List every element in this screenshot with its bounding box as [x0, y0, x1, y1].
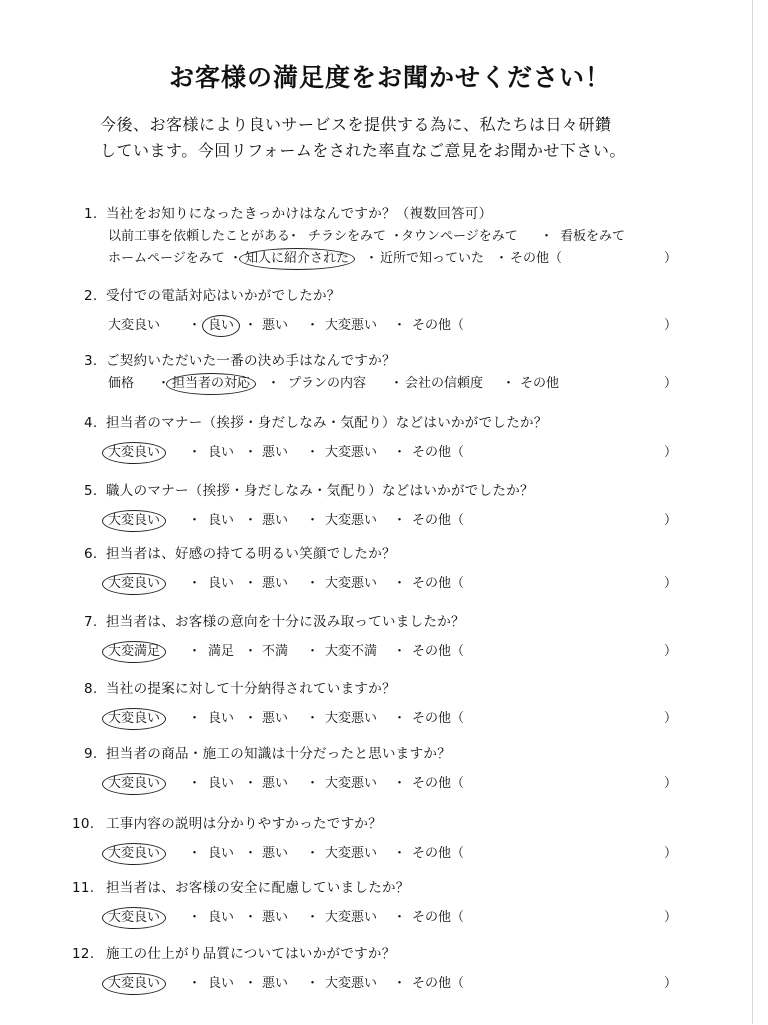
option-separator: ・	[393, 776, 407, 791]
answer-option[interactable]: 大変悪い	[325, 910, 378, 925]
option-separator: ・	[244, 846, 258, 861]
question-number: 6.	[84, 546, 98, 562]
option-separator: ・	[306, 576, 320, 591]
option-separator: ・	[390, 229, 404, 244]
answer-option[interactable]: 悪い	[262, 976, 289, 991]
option-separator: ・	[244, 445, 258, 460]
answer-option[interactable]: ホームページをみて	[108, 251, 225, 266]
option-separator: ・	[306, 910, 320, 925]
option-separator: ・	[188, 644, 202, 659]
option-separator: ・	[244, 576, 258, 591]
option-separator: ・	[393, 910, 407, 925]
close-paren: ）	[664, 910, 678, 925]
option-separator: ・	[306, 976, 320, 991]
answer-option-selected[interactable]: 大変良い	[102, 773, 166, 795]
question-label: 担当者のマナー（挨拶・身だしなみ・気配り）などはいかがでしたか？	[106, 415, 548, 431]
answer-options	[0, 844, 752, 866]
option-separator: ・	[244, 513, 258, 528]
answer-option[interactable]: 良い	[208, 910, 235, 925]
question-label: 担当者は、好感の持てる明るい笑顔でしたか？	[106, 546, 396, 562]
answer-option[interactable]: 大変悪い	[325, 576, 378, 591]
answer-option[interactable]: その他（	[412, 576, 465, 591]
option-separator: ・	[393, 318, 407, 333]
option-separator: ・	[244, 976, 258, 991]
option-separator: ・	[188, 445, 202, 460]
option-separator: ・	[229, 251, 243, 266]
answer-option-selected[interactable]: 大変良い	[102, 907, 166, 929]
answer-option[interactable]: 大変悪い	[325, 513, 378, 528]
option-separator: ・	[188, 711, 202, 726]
option-separator: ・	[244, 318, 258, 333]
option-separator: ・	[188, 576, 202, 591]
question-text	[72, 815, 382, 833]
answer-option[interactable]: その他（	[412, 776, 465, 791]
option-separator: ・	[244, 776, 258, 791]
answer-option[interactable]: 良い	[208, 445, 235, 460]
question-12	[0, 945, 752, 1025]
option-separator: ・	[306, 776, 320, 791]
answer-option[interactable]: 大変不満	[325, 644, 378, 659]
option-separator: ・	[390, 376, 404, 391]
answer-option[interactable]: 不満	[262, 644, 289, 659]
option-separator: ・	[244, 644, 258, 659]
question-9	[0, 745, 752, 825]
question-label: ご契約いただいた一番の決め手はなんですか？	[106, 353, 396, 369]
question-label: 受付での電話対応はいかがでしたか？	[106, 288, 341, 304]
question-number: 5.	[84, 483, 98, 499]
question-label: 担当者は、お客様の安全に配慮していましたか？	[106, 880, 410, 896]
question-text	[84, 680, 396, 698]
question-text	[84, 613, 465, 631]
answer-option[interactable]: 悪い	[262, 445, 289, 460]
answer-options	[0, 443, 752, 465]
answer-option[interactable]: チラシをみて	[308, 229, 387, 244]
option-separator: ・	[306, 644, 320, 659]
option-separator: ・	[306, 711, 320, 726]
close-paren: ）	[664, 318, 678, 333]
answer-option-selected[interactable]: 大変満足	[102, 641, 166, 663]
option-separator: ・	[502, 376, 516, 391]
question-number: 11.	[72, 880, 95, 896]
answer-options	[0, 974, 752, 996]
answer-option[interactable]: その他（	[412, 513, 465, 528]
question-number: 4.	[84, 415, 98, 431]
answer-options	[0, 574, 752, 596]
question-label: 当社をお知りになったきっかけはなんですか？（複数回答可）	[106, 206, 493, 222]
answer-option[interactable]: プランの内容	[288, 376, 367, 391]
option-separator: ・	[393, 846, 407, 861]
option-separator: ・	[244, 910, 258, 925]
close-paren: ）	[664, 251, 678, 266]
answer-option-selected[interactable]: 大変良い	[102, 708, 166, 730]
answer-option[interactable]: 看板をみて	[560, 229, 626, 244]
answer-options	[0, 227, 752, 249]
option-separator: ・	[188, 910, 202, 925]
question-text	[84, 482, 534, 500]
answer-option[interactable]: 良い	[208, 776, 235, 791]
answer-option[interactable]: 悪い	[262, 318, 289, 333]
survey-intro	[100, 112, 720, 164]
option-separator: ・	[306, 318, 320, 333]
option-separator: ・	[393, 576, 407, 591]
answer-option[interactable]: 悪い	[262, 711, 289, 726]
answer-option[interactable]: 悪い	[262, 846, 289, 861]
option-separator: ・	[393, 513, 407, 528]
close-paren: ）	[664, 644, 678, 659]
answer-option[interactable]: 悪い	[262, 776, 289, 791]
question-label: 施工の仕上がり品質についてはいかがですか？	[106, 946, 396, 962]
answer-option[interactable]: 価格	[108, 376, 135, 391]
answer-options	[0, 642, 752, 664]
option-separator: ・	[393, 711, 407, 726]
answer-option[interactable]: 大変悪い	[325, 318, 378, 333]
question-number: 10.	[72, 816, 95, 832]
close-paren: ）	[664, 846, 678, 861]
close-paren: ）	[664, 445, 678, 460]
option-separator: ・	[365, 251, 379, 266]
answer-option-selected[interactable]: 大変良い	[102, 973, 166, 995]
question-text	[84, 205, 492, 223]
option-separator: ・	[244, 711, 258, 726]
answer-option[interactable]: 大変悪い	[325, 976, 378, 991]
answer-options	[0, 316, 752, 338]
answer-option[interactable]: その他（	[412, 644, 465, 659]
answer-option[interactable]: 良い	[208, 711, 235, 726]
option-separator: ・	[393, 976, 407, 991]
answer-option[interactable]: 近所で知っていた	[380, 251, 485, 266]
answer-option[interactable]: 悪い	[262, 910, 289, 925]
option-separator: ・	[306, 445, 320, 460]
answer-option-selected[interactable]: 知人に紹介された	[239, 248, 355, 270]
survey-title: お客様の満足度をお聞かせください！	[168, 63, 611, 92]
option-separator: ・	[495, 251, 509, 266]
question-label: 担当者の商品・施工の知識は十分だったと思いますか？	[106, 746, 451, 762]
close-paren: ）	[664, 513, 678, 528]
option-separator: ・	[540, 229, 554, 244]
answer-option[interactable]: その他（	[412, 318, 465, 333]
answer-options	[0, 774, 752, 796]
question-number: 2.	[84, 288, 98, 304]
answer-option[interactable]: 大変悪い	[325, 846, 378, 861]
answer-option-selected[interactable]: 大変良い	[102, 843, 166, 865]
question-number: 3.	[84, 353, 98, 369]
answer-option[interactable]: 大変良い	[108, 318, 161, 333]
question-label: 職人のマナー（挨拶・身だしなみ・気配り）などはいかがでしたか？	[106, 483, 534, 499]
answer-option[interactable]: その他（	[412, 445, 465, 460]
answer-options	[0, 511, 752, 533]
answer-option[interactable]: 大変悪い	[325, 445, 378, 460]
answer-option[interactable]: 大変悪い	[325, 776, 378, 791]
question-label: 工事内容の説明は分かりやすかったですか？	[106, 816, 382, 832]
answer-option[interactable]: その他（	[412, 910, 465, 925]
answer-option[interactable]: タウンページをみて	[401, 229, 518, 244]
answer-option-selected[interactable]: 担当者の対応	[166, 373, 256, 395]
answer-option-selected[interactable]: 大変良い	[102, 510, 166, 532]
intro-line-2: しています。今回リフォームをされた率直なご意見をお聞かせ下さい。	[100, 141, 626, 160]
option-separator: ・	[188, 318, 202, 333]
answer-option-selected[interactable]: 良い	[202, 315, 240, 337]
option-separator: ・	[188, 976, 202, 991]
option-separator: ・	[393, 445, 407, 460]
answer-option[interactable]: 良い	[208, 576, 235, 591]
close-paren: ）	[664, 776, 678, 791]
option-separator: ・	[287, 229, 301, 244]
answer-option[interactable]: 良い	[208, 846, 235, 861]
answer-options	[0, 908, 752, 930]
option-separator: ・	[267, 376, 281, 391]
question-text	[84, 745, 451, 763]
option-separator: ・	[157, 376, 171, 391]
question-number: 12.	[72, 946, 95, 962]
answer-option-selected[interactable]: 大変良い	[102, 573, 166, 595]
answer-option[interactable]: その他（	[412, 711, 465, 726]
close-paren: ）	[664, 376, 678, 391]
answer-option[interactable]: その他	[520, 376, 560, 391]
answer-option[interactable]: 悪い	[262, 513, 289, 528]
close-paren: ）	[664, 711, 678, 726]
close-paren: ）	[664, 976, 678, 991]
answer-option[interactable]: その他（	[510, 251, 563, 266]
question-number: 1.	[84, 206, 98, 222]
question-number: 8.	[84, 681, 98, 697]
question-number: 9.	[84, 746, 98, 762]
question-1	[0, 205, 752, 285]
question-text	[84, 352, 396, 370]
option-separator: ・	[188, 776, 202, 791]
answer-options	[0, 709, 752, 731]
answer-option[interactable]: 以前工事を依頼したことがある	[108, 229, 291, 244]
answer-option[interactable]: 会社の信頼度	[405, 376, 484, 391]
option-separator: ・	[306, 513, 320, 528]
answer-option[interactable]: その他（	[412, 976, 465, 991]
answer-option[interactable]: その他（	[412, 846, 465, 861]
question-text	[84, 414, 548, 432]
option-separator: ・	[393, 644, 407, 659]
answer-option[interactable]: 良い	[208, 976, 235, 991]
intro-line-1: 今後、お客様により良いサービスを提供する為に、私たちは日々研鑽	[100, 115, 612, 134]
answer-options	[0, 374, 752, 396]
question-text	[84, 287, 341, 305]
option-separator: ・	[188, 846, 202, 861]
question-text	[84, 545, 396, 563]
answer-options	[0, 249, 752, 271]
page-edge-line	[752, 0, 753, 1024]
answer-option[interactable]: 大変悪い	[325, 711, 378, 726]
answer-option-selected[interactable]: 大変良い	[102, 442, 166, 464]
answer-option[interactable]: 満足	[208, 644, 235, 659]
answer-option[interactable]: 悪い	[262, 576, 289, 591]
answer-option[interactable]: 良い	[208, 513, 235, 528]
option-separator: ・	[188, 513, 202, 528]
question-label: 当社の提案に対して十分納得されていますか？	[106, 681, 396, 697]
close-paren: ）	[664, 576, 678, 591]
question-label: 担当者は、お客様の意向を十分に汲み取っていましたか？	[106, 614, 465, 630]
question-text	[72, 879, 410, 897]
question-number: 7.	[84, 614, 98, 630]
option-separator: ・	[306, 846, 320, 861]
question-text	[72, 945, 396, 963]
